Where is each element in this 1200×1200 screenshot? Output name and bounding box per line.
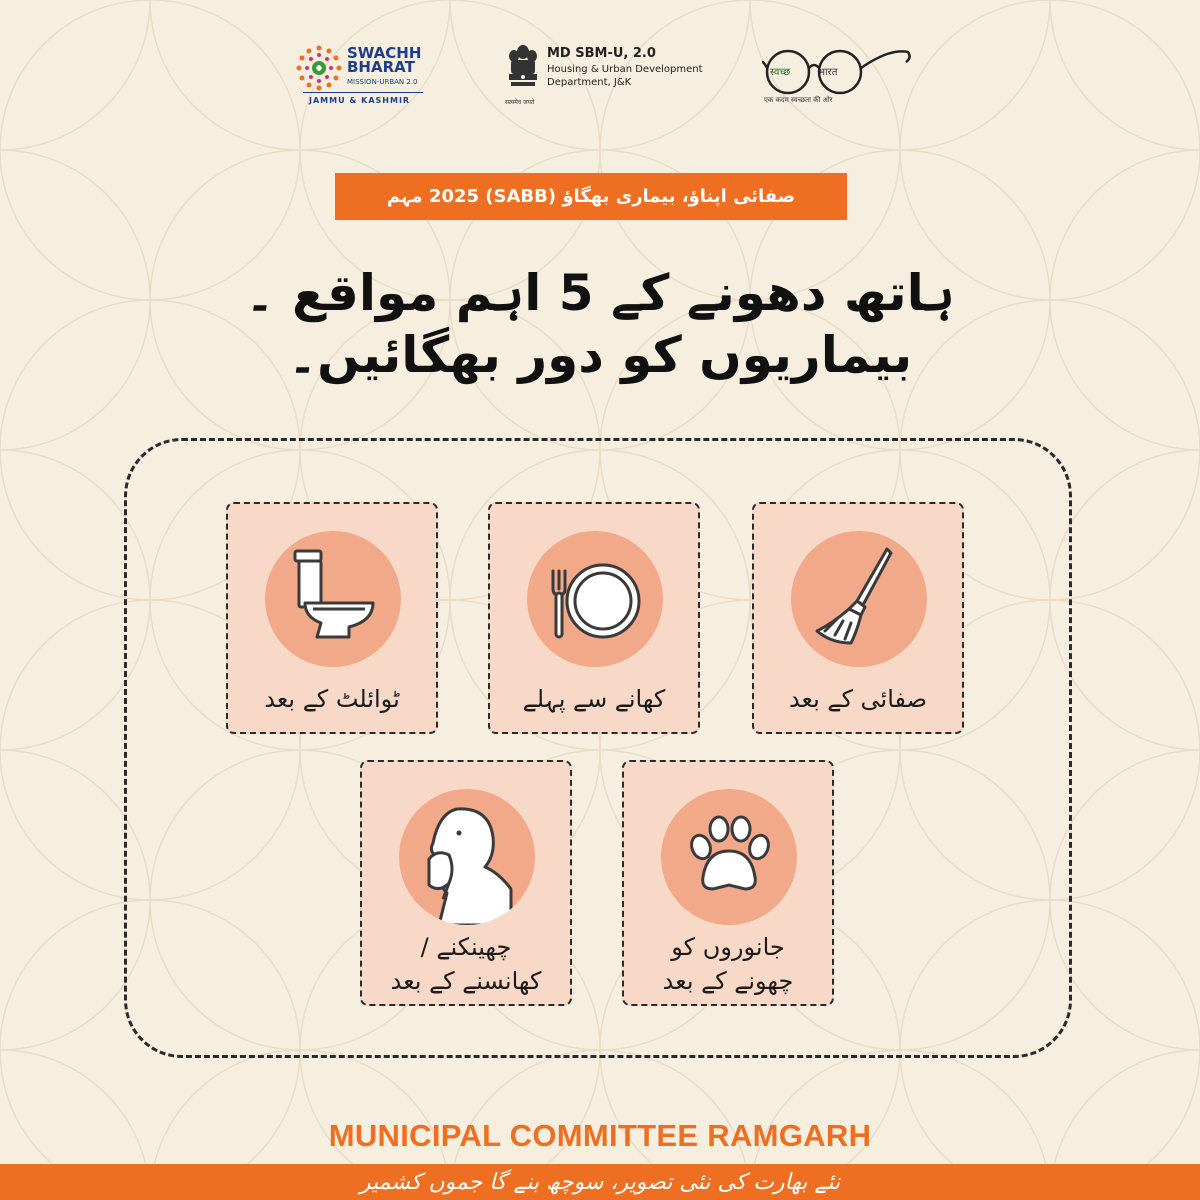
- card-icon-circle: [265, 531, 401, 667]
- card-label-line1: جانوروں کو: [671, 933, 785, 961]
- swachh-logo-tagline: एक कदम स्वच्छता की ओर: [764, 96, 833, 104]
- md-logo-motto: सत्यमेव जयते: [505, 99, 535, 106]
- state-emblem-icon: [505, 42, 541, 98]
- md-logo-line3: Department, J&K: [547, 77, 632, 88]
- card-after-touching-animals: [622, 760, 834, 1006]
- title-line1: ہاتھ دھونے کے 5 اہم مواقع ۔: [245, 264, 955, 322]
- campaign-label: صفائی اپناؤ، بیماری بھگاؤ (SABB) 2025 مہم: [386, 186, 796, 207]
- card-after-sneezing: [360, 760, 572, 1006]
- card-icon-circle: [399, 789, 535, 925]
- title-line2: بیماریوں کو دور بھگائیں۔: [287, 326, 913, 384]
- plate-fork-icon: [527, 531, 663, 667]
- swachh-word: स्वच्छ: [770, 67, 791, 78]
- card-after-cleaning: [752, 502, 964, 734]
- card-icon-circle: [791, 531, 927, 667]
- card-label: کھانے سے پہلے: [522, 685, 666, 713]
- card-label: [630, 930, 826, 998]
- card-label-line2: کھانسنے کے بعد: [390, 967, 542, 995]
- footer-slogan-band: [0, 1164, 1200, 1200]
- card-icon-circle: [661, 789, 797, 925]
- sbm-logo-region: JAMMU & KASHMIR: [309, 96, 411, 105]
- md-logo-title: MD SBM-U, 2.0: [547, 46, 656, 61]
- sbm-logo-line2: BHARAT: [347, 58, 415, 76]
- sneeze-icon: [399, 789, 535, 925]
- bharat-word: भारत: [818, 67, 838, 78]
- card-label-line2: چھونے کے بعد: [662, 967, 794, 995]
- card-label: صفائی کے بعد: [788, 685, 928, 713]
- sbm-logo-line1: SWACHH: [347, 44, 422, 62]
- footer-slogan: نئے بھارت کی نئی تصویر، سوچھ بنے گا جموں کشمیر: [359, 1169, 841, 1195]
- md-logo-line2: Housing & Urban Development: [547, 64, 703, 75]
- card-label: ٹوائلٹ کے بعد: [264, 685, 400, 713]
- campaign-banner: [335, 173, 847, 220]
- card-label-line1: چھینکنے /: [420, 933, 512, 961]
- card-label: [368, 930, 564, 998]
- municipal-committee-name: MUNICIPAL COMMITTEE RAMGARH: [328, 1118, 872, 1153]
- card-after-toilet: [226, 502, 438, 734]
- swachh-bharat-glasses-logo: [760, 44, 920, 110]
- page-title: [150, 262, 1050, 386]
- sbm-logo-line3: MISSION-URBAN 2.0: [347, 78, 418, 86]
- swachh-bharat-mission-logo: [295, 42, 435, 106]
- paw-icon: [661, 789, 797, 925]
- broom-icon: [791, 531, 927, 667]
- md-sbm-logo: [505, 40, 705, 110]
- sbm-logo-divider: [303, 92, 423, 93]
- sun-mandala-icon: [295, 44, 343, 92]
- card-icon-circle: [527, 531, 663, 667]
- card-before-eating: [488, 502, 700, 734]
- toilet-icon: [265, 531, 401, 667]
